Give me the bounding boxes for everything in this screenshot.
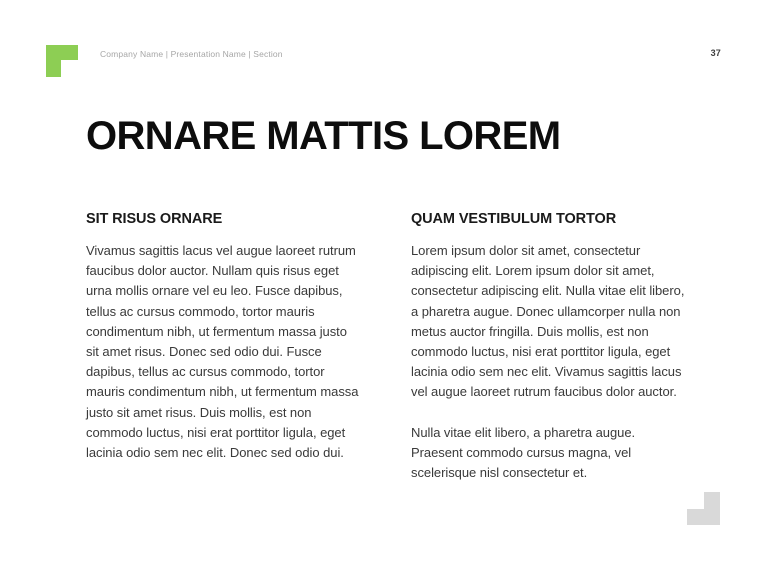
breadcrumb: Company Name | Presentation Name | Section bbox=[100, 49, 283, 59]
column-heading-right: QUAM VESTIBULUM TORTOR bbox=[411, 211, 617, 227]
corner-bracket-icon bbox=[687, 492, 720, 525]
column-paragraph: Vivamus sagittis lacus vel augue laoreet rutrum faucibus dolor auctor. Nullam quis risus eget urna mollis ornare vel eu leo. Fusce dapibus, tellus ac cursus commodo, tortor mauris condimentum nibh, ut fermentum massa justo sit amet risus. Donec sed odio dui. Fusce dapibus, tellus ac cursus commodo, tortor mauris condimentum nibh, ut fermentum massa justo sit amet risus. Duis mollis, est non commodo luctus, nisi erat porttitor ligula, eget lacinia odio sem nec elit. Donec sed odio dui. bbox=[86, 243, 359, 461]
column-heading-left: SIT RISUS ORNARE bbox=[86, 211, 223, 227]
page-number: 37 bbox=[710, 48, 721, 58]
corner-bracket-icon bbox=[46, 45, 78, 77]
content-column-right bbox=[411, 210, 687, 483]
column-paragraph: Nulla vitae elit libero, a pharetra augue. Praesent commodo cursus magna, vel scelerisque nisl consectetur et. bbox=[411, 424, 636, 481]
slide-header bbox=[0, 0, 768, 90]
content-column-left bbox=[86, 210, 362, 463]
corner-bracket-bottom-bar bbox=[687, 509, 720, 525]
corner-bracket-left-bar bbox=[46, 45, 61, 77]
page-title: ORNARE MATTIS LOREM bbox=[86, 113, 561, 158]
column-paragraph: Lorem ipsum dolor sit amet, consectetur adipiscing elit. Lorem ipsum dolor sit amet, consectetur adipiscing elit. Nulla vitae elit libero, a pharetra augue. Donec ullamcorper nulla non metus auctor fringilla. Duis mollis, est non commodo luctus, nisi erat porttitor ligula, eget lacinia odio sem nec elit. Vivamus sagittis lacus vel augue laoreet rutrum faucibus dolor auctor. bbox=[411, 243, 685, 400]
